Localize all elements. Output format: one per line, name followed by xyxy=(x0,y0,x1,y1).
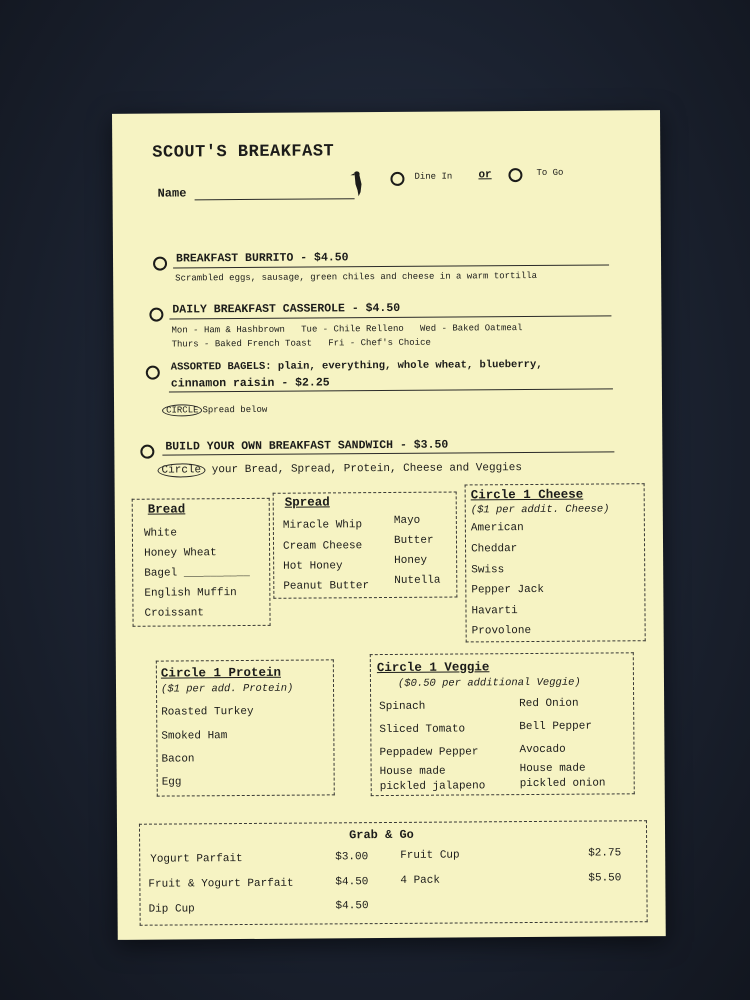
grab-item-price: $5.50 xyxy=(588,872,622,885)
bread-item[interactable]: Croissant xyxy=(144,607,204,620)
spread-item[interactable]: Mayo xyxy=(393,514,421,527)
bread-item[interactable]: Bagel __________ xyxy=(144,566,250,580)
sandwich-heading: BUILD YOUR OWN BREAKFAST SANDWICH - $3.50 xyxy=(165,438,449,454)
bagels-heading-line-2: cinnamon raisin - $2.25 xyxy=(170,376,330,391)
cheese-note: ($1 per addit. Cheese) xyxy=(470,503,610,517)
spread-item[interactable]: Cream Cheese xyxy=(282,540,363,553)
grab-item-name[interactable]: Dip Cup xyxy=(148,903,195,916)
grab-and-go-title: Grab & Go xyxy=(348,827,414,843)
menu-title: SCOUT'S BREAKFAST xyxy=(152,142,335,163)
sandwich-radio[interactable] xyxy=(140,445,154,459)
burrito-radio[interactable] xyxy=(153,257,167,271)
grab-item-price: $2.75 xyxy=(588,847,622,860)
or-label: or xyxy=(478,169,492,182)
protein-title: Circle 1 Protein xyxy=(160,665,281,681)
to-go-label: To Go xyxy=(536,167,564,178)
dine-in-radio[interactable] xyxy=(390,172,404,186)
casserole-radio[interactable] xyxy=(149,308,163,322)
sandwich-instruction xyxy=(157,461,522,478)
cheese-item[interactable]: Provolone xyxy=(471,625,532,638)
name-label: Name xyxy=(157,186,187,201)
cheese-item[interactable]: Cheddar xyxy=(471,543,518,556)
cheese-item[interactable]: Havarti xyxy=(471,605,518,618)
grab-item-name[interactable]: Fruit & Yogurt Parfait xyxy=(148,877,294,891)
veggie-item[interactable]: Spinach xyxy=(379,700,426,714)
sandwich-circle-oval: Circle xyxy=(157,463,205,477)
sandwich-instruction-text: your Bread, Spread, Protein, Cheese and Veggies xyxy=(211,462,523,477)
casserole-line-2: Thurs - Baked French Toast Fri - Chef's Choice xyxy=(171,337,431,350)
grab-item-price: $3.00 xyxy=(335,851,369,864)
bread-title: Bread xyxy=(147,502,186,517)
veggie-item[interactable]: Sliced Tomato xyxy=(379,723,466,737)
grab-item-price: $4.50 xyxy=(335,900,369,913)
menu-sheet xyxy=(112,110,666,940)
spread-title: Spread xyxy=(284,495,330,510)
veggie-item[interactable]: House made xyxy=(519,762,586,776)
veggie-item[interactable]: House made xyxy=(379,765,446,779)
circle-word-oval: CIRCLE xyxy=(162,404,202,416)
protein-item[interactable]: Egg xyxy=(161,776,182,789)
spread-item[interactable]: Butter xyxy=(393,534,434,547)
spread-item[interactable]: Peanut Butter xyxy=(283,580,370,593)
cheese-item[interactable]: American xyxy=(470,522,524,535)
name-line[interactable] xyxy=(195,198,355,200)
spread-item[interactable]: Honey xyxy=(394,554,428,567)
cheese-title: Circle 1 Cheese xyxy=(470,487,584,503)
veggie-item[interactable]: Avocado xyxy=(519,743,566,757)
grab-item-price: $4.50 xyxy=(335,876,369,889)
bird-icon xyxy=(348,170,372,198)
protein-item[interactable]: Roasted Turkey xyxy=(161,705,254,719)
bagels-radio[interactable] xyxy=(146,366,160,380)
veggie-note: ($0.50 per additional Veggie) xyxy=(397,676,581,690)
burrito-rule xyxy=(173,264,609,268)
grab-item-name[interactable]: Yogurt Parfait xyxy=(150,853,243,866)
veggie-item[interactable]: pickled jalapeno xyxy=(379,780,486,794)
burrito-description: Scrambled eggs, sausage, green chiles and cheese in a warm tortilla xyxy=(175,270,538,284)
veggie-title: Circle 1 Veggie xyxy=(376,660,490,676)
veggie-item[interactable]: Bell Pepper xyxy=(519,720,592,734)
bread-item[interactable]: Honey Wheat xyxy=(144,547,217,560)
protein-note: ($1 per add. Protein) xyxy=(160,682,294,696)
to-go-radio[interactable] xyxy=(508,168,522,182)
protein-item[interactable]: Smoked Ham xyxy=(161,730,228,743)
bread-item[interactable]: English Muffin xyxy=(144,587,237,600)
grab-item-name[interactable]: Fruit Cup xyxy=(400,849,460,862)
veggie-item[interactable]: Peppadew Pepper xyxy=(379,746,479,760)
bagels-instruction-text: Spread below xyxy=(202,404,268,416)
dine-in-label: Dine In xyxy=(414,171,453,182)
burrito-heading: BREAKFAST BURRITO - $4.50 xyxy=(175,251,349,266)
veggie-item[interactable]: Red Onion xyxy=(519,697,579,711)
spread-item[interactable]: Hot Honey xyxy=(283,560,343,573)
spread-item[interactable]: Miracle Whip xyxy=(282,519,363,532)
bread-item[interactable]: White xyxy=(143,527,177,540)
protein-item[interactable]: Bacon xyxy=(161,753,195,766)
cheese-item[interactable]: Swiss xyxy=(471,564,505,577)
cheese-item[interactable]: Pepper Jack xyxy=(471,583,545,597)
casserole-heading: DAILY BREAKFAST CASSEROLE - $4.50 xyxy=(172,301,401,317)
grab-item-name[interactable]: 4 Pack xyxy=(400,874,441,887)
spread-item[interactable]: Nutella xyxy=(394,574,441,587)
casserole-line-1: Mon - Ham & Hashbrown Tue - Chile Relleno Wed - Baked Oatmeal xyxy=(171,323,523,336)
bagels-heading-line-1: ASSORTED BAGELS: plain, everything, whole wheat, blueberry, xyxy=(170,358,543,374)
bagels-instruction xyxy=(162,404,267,417)
veggie-item[interactable]: pickled onion xyxy=(519,777,606,791)
